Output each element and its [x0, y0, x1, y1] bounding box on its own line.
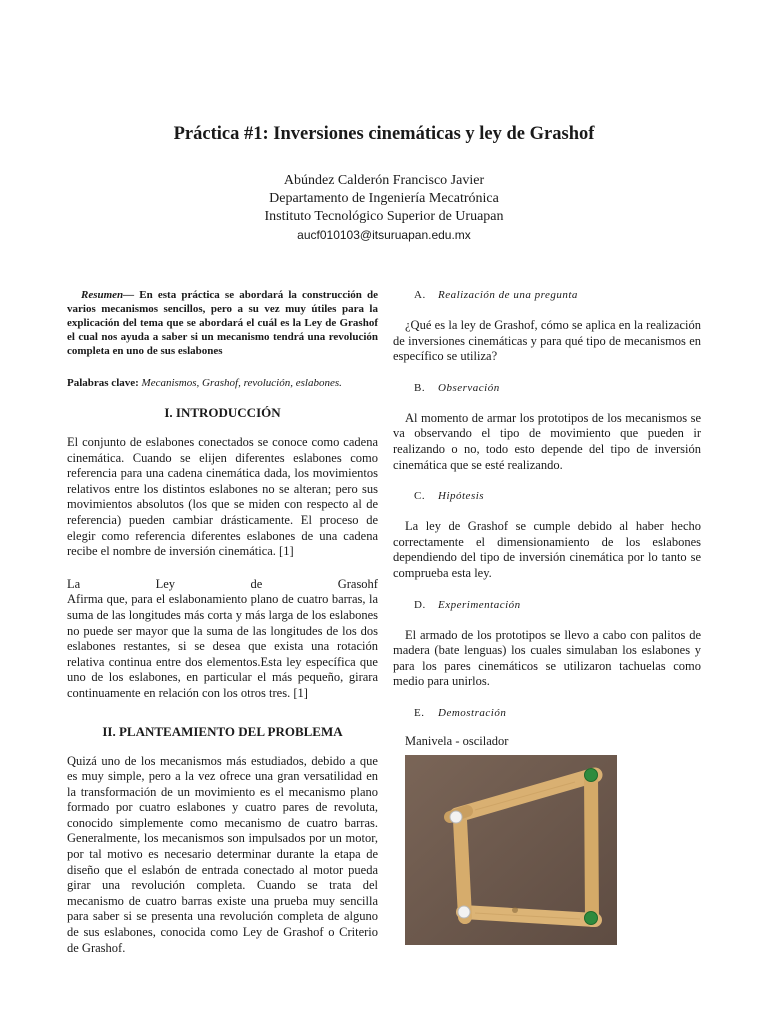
author-department: Departamento de Ingeniería Mecatrónica	[269, 191, 499, 206]
subsection-heading-d: D. Experimentación	[414, 598, 521, 611]
section-heading-planteamiento: II. PLANTEAMIENTO DEL PROBLEMA	[102, 723, 343, 739]
subsection-c-text: La ley de Grashof se cumple debido al haber hecho correctamente el dimensionamiento de los eslabones dependiendo del tipo de inversión cinemática por lo tanto se comprueba esta ley.	[393, 519, 701, 580]
pin-green-top-right	[585, 769, 598, 782]
author-institute: Instituto Tecnológico Superior de Uruapan	[264, 209, 504, 224]
author-email: aucf010103@itsuruapan.edu.mx	[297, 228, 471, 242]
intro-paragraph-2	[67, 577, 378, 702]
linkage-illustration	[405, 755, 617, 945]
abstract	[67, 288, 378, 358]
subsection-heading-c: C. Hipótesis	[414, 490, 485, 503]
keywords-value: Mecanismos, Grashof, revolución, eslabones.	[138, 377, 342, 389]
subsection-heading-a: A. Realización de una pregunta	[414, 289, 578, 301]
intro-paragraph-1: El conjunto de eslabones conectados se conoce como cadena cinemática. Cuando se elijen diferentes eslabones como referencia para una cadena cinemática dada, los movimientos relativos entre los distintos eslabones no se alteran; pero sus movimientos absolutos (los que se miden con respecto al de referencia) pueden cambiar drásticamente. El proceso de elegir como referencia diferentes eslabones de una cadena recibe el nombre de inversión cinemática. [1]	[67, 435, 378, 559]
paper-title: Práctica #1: Inversiones cinemáticas y ley de Grashof	[173, 124, 595, 144]
figure-caption: Manivela - oscilador	[405, 733, 509, 748]
left-column	[67, 288, 378, 956]
problem-paragraph: Quizá uno de los mecanismos más estudiados, debido a que es muy simple, pero a la vez ofrece una gran versatilidad en la transformación de un movimiento es el mecanismo plano formado por cuatro eslabones y cuatro pares de revoluta, conocido simplemente como mecanismo de cuatro barras. Generalmente, los mecanismos son impulsados por un motor, por tal motivo es necesario determinar durante la etapa de diseño que el eslabón de entrada conectado al motor pueda girar una revolución completa. Cuando se trata del mecanismo de cuatro barras existe una prueba muy sencilla para saber si se presenta una revolución completa de alguno de sus eslabones, conocida como Ley de Grashof o Criterio de Grashof.	[67, 753, 378, 955]
wood-knot	[512, 907, 518, 913]
subsection-a-text: ¿Qué es la ley de Grashof, cómo se aplica en la realización de inversiones cinemáticas y para qué tipo de mecanismos en específico se utiliza?	[393, 318, 701, 364]
subsection-b-text: Al momento de armar los prototipos de los mecanismos se va observando el tipo de movimiento que pueden ir realizando o no, todo esto depende del tipo de inversión cinemática que se esté realizando.	[393, 410, 701, 472]
pin-white-bottom-left	[458, 906, 470, 918]
abstract-text: En esta práctica se abordará la construcción de varios mecanismos sencillos, pero a su vez muy útiles para la explicación del tema que se abordará el cuál es la Ley de Grashof el cual nos ayuda a saber si un mecanismo tendrá una revolución completa en uno de sus eslabones	[67, 289, 378, 357]
left-link	[460, 820, 465, 917]
author-name: Abúndez Calderón Francisco Javier	[283, 173, 485, 188]
keywords-label: Palabras clave:	[67, 377, 139, 389]
intro-paragraph-2-body: Afirma que, para el eslabonamiento plano de cuatro barras, la suma de las longitudes más corta y más larga de los eslabones no puede ser mayor que la suma de las longitudes de los dos eslabones restantes, si se desea que exista una rotación relativa continua entre dos elementos.Esta ley específica que uno de los eslabones, en particular el más pequeño, girara continuamente en relación con los otros tres. [1]	[67, 592, 378, 700]
right-link	[591, 775, 592, 920]
right-column	[393, 288, 701, 751]
subsection-heading-e: E. Demostración	[414, 706, 507, 719]
subsection-heading-b: B. Observación	[414, 381, 500, 394]
keywords	[67, 376, 378, 390]
pin-white-top-left	[450, 811, 462, 823]
section-heading-introduccion: I. INTRODUCCIÓN	[164, 405, 281, 420]
four-bar-linkage-photo	[405, 755, 617, 945]
pin-green-bottom-right	[585, 912, 598, 925]
subsection-d-text: El armado de los prototipos se llevo a cabo con palitos de madera (bate lenguas) los cuales simulaban los eslabones y para los pares cinemáticos se utilizaron tachuelas como medio para unirlos.	[393, 627, 701, 689]
intro-paragraph-2-first-line: La Ley de Grasohf	[67, 576, 378, 591]
author-block	[0, 172, 768, 244]
abstract-label: Resumen—	[81, 289, 135, 301]
